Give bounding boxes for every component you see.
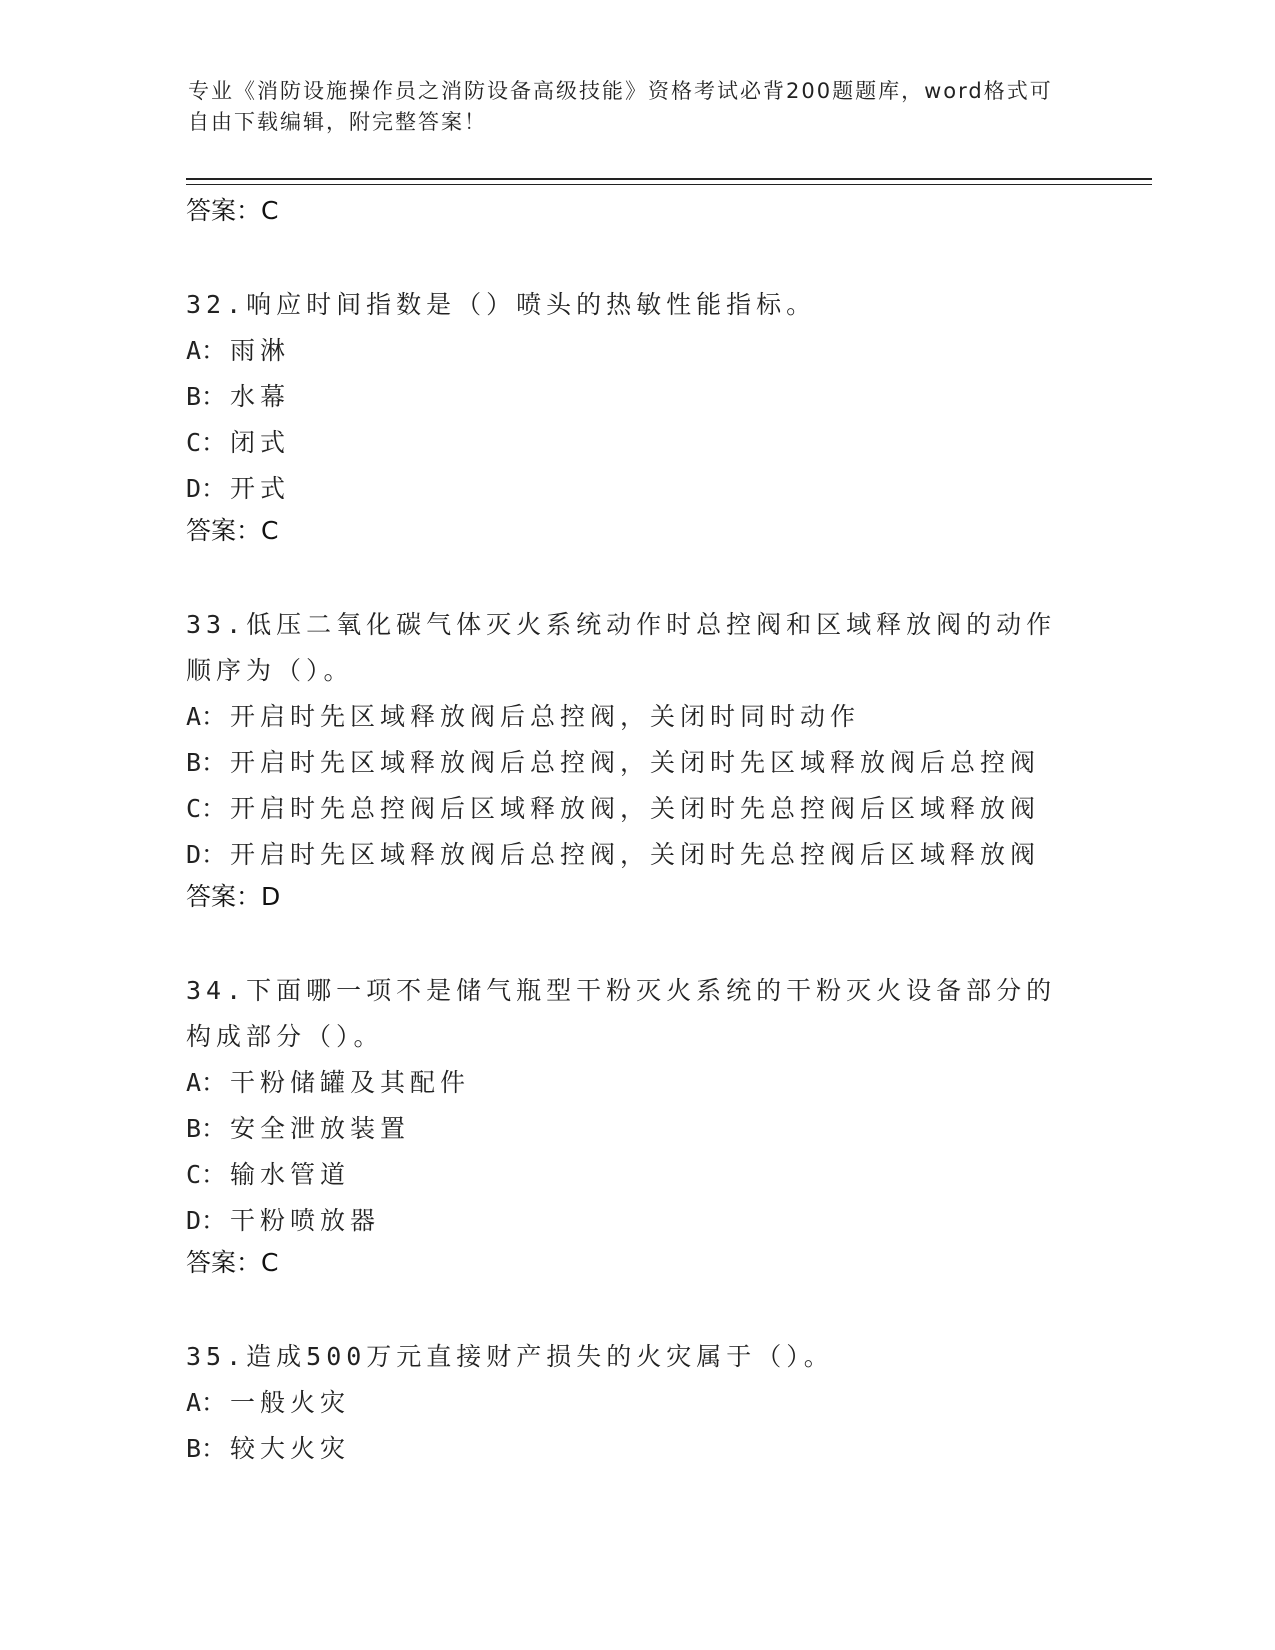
answer-label: 答案： bbox=[186, 516, 262, 545]
answer-value: C bbox=[261, 1248, 279, 1277]
option-letter: A： bbox=[186, 702, 227, 731]
answer-label: 答案： bbox=[186, 1248, 262, 1277]
answer bbox=[186, 878, 1086, 922]
question-text: 34.下面哪一项不是储气瓶型干粉灭火系统的干粉灭火设备部分的构成部分（）。 bbox=[186, 976, 1057, 1051]
option-letter: B： bbox=[186, 748, 227, 777]
question-32 bbox=[186, 282, 1086, 556]
option-letter: D： bbox=[186, 1206, 227, 1235]
option-text: 闭式 bbox=[230, 428, 291, 457]
option-text: 雨淋 bbox=[230, 336, 291, 365]
answer-value: C bbox=[261, 516, 279, 545]
option-text: 干粉喷放器 bbox=[230, 1206, 381, 1235]
option-b bbox=[186, 1426, 1086, 1472]
question-list bbox=[186, 192, 1086, 1472]
previous-answer bbox=[186, 192, 1086, 236]
option-d bbox=[186, 1198, 1086, 1244]
option-a bbox=[186, 328, 1086, 374]
option-b bbox=[186, 374, 1086, 420]
option-a bbox=[186, 1060, 1086, 1106]
header-rule-thin bbox=[186, 184, 1152, 185]
option-c bbox=[186, 1152, 1086, 1198]
option-letter: D： bbox=[186, 474, 227, 503]
question-text: 33.低压二氧化碳气体灭火系统动作时总控阀和区域释放阀的动作顺序为（）。 bbox=[186, 610, 1057, 685]
option-d bbox=[186, 466, 1086, 512]
option-text: 干粉储罐及其配件 bbox=[230, 1068, 471, 1097]
option-text: 安全泄放装置 bbox=[230, 1114, 411, 1143]
question-text: 35.造成500万元直接财产损失的火灾属于（）。 bbox=[186, 1342, 834, 1371]
option-text: 水幕 bbox=[230, 382, 291, 411]
option-text: 开启时先区域释放阀后总控阀，关闭时先区域释放阀后总控阀 bbox=[230, 748, 1041, 777]
option-letter: A： bbox=[186, 1388, 227, 1417]
option-c bbox=[186, 420, 1086, 466]
answer bbox=[186, 1244, 1086, 1288]
answer-label: 答案： bbox=[186, 196, 262, 225]
option-text: 开启时先区域释放阀后总控阀，关闭时先总控阀后区域释放阀 bbox=[230, 840, 1041, 869]
answer-value: D bbox=[261, 882, 281, 911]
option-letter: D： bbox=[186, 840, 227, 869]
answer-value: C bbox=[261, 196, 279, 225]
document-header: 专业《消防设施操作员之消防设备高级技能》资格考试必背200题题库，word格式可自由下载编辑，附完整答案！ bbox=[188, 79, 1053, 134]
option-letter: C： bbox=[186, 794, 227, 823]
option-letter: C： bbox=[186, 1160, 227, 1189]
question-34 bbox=[186, 968, 1086, 1288]
option-text: 一般火灾 bbox=[230, 1388, 351, 1417]
option-letter: B： bbox=[186, 382, 227, 411]
option-letter: C： bbox=[186, 428, 227, 457]
question-text: 32.响应时间指数是（）喷头的热敏性能指标。 bbox=[186, 290, 817, 319]
option-d bbox=[186, 832, 1086, 878]
option-text: 开式 bbox=[230, 474, 291, 503]
option-text: 开启时先总控阀后区域释放阀，关闭时先总控阀后区域释放阀 bbox=[230, 794, 1041, 823]
question-33 bbox=[186, 602, 1086, 922]
option-text: 开启时先区域释放阀后总控阀，关闭时同时动作 bbox=[230, 702, 861, 731]
option-c bbox=[186, 786, 1086, 832]
option-text: 输水管道 bbox=[230, 1160, 351, 1189]
answer bbox=[186, 512, 1086, 556]
option-letter: A： bbox=[186, 336, 227, 365]
option-a bbox=[186, 1380, 1086, 1426]
option-b bbox=[186, 1106, 1086, 1152]
option-b bbox=[186, 740, 1086, 786]
option-letter: B： bbox=[186, 1434, 227, 1463]
option-text: 较大火灾 bbox=[230, 1434, 351, 1463]
option-a bbox=[186, 694, 1086, 740]
option-letter: A： bbox=[186, 1068, 227, 1097]
header-rule-thick bbox=[186, 178, 1152, 180]
question-35 bbox=[186, 1334, 1086, 1472]
answer-label: 答案： bbox=[186, 882, 262, 911]
option-letter: B： bbox=[186, 1114, 227, 1143]
